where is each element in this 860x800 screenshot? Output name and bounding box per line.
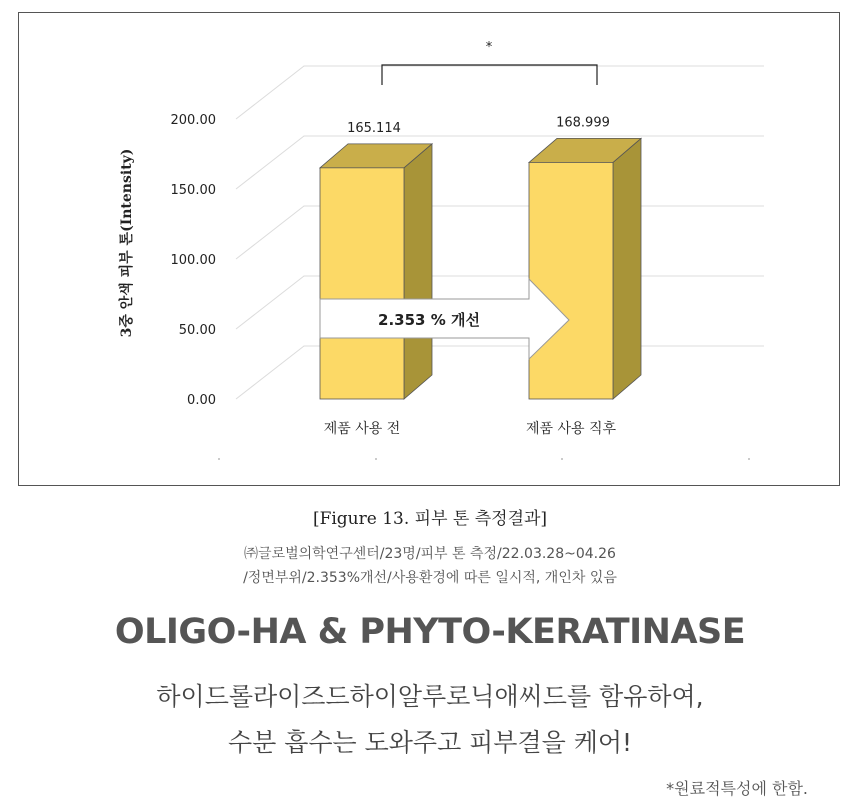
gridline [236,136,764,189]
significance-marker: * [485,40,493,55]
y-axis-label: 3중 안색 피부 톤(Intensity) [119,148,135,338]
bar-chart [19,13,841,487]
source-line-1: ㈜글로벌의학연구센터/23명/피부 톤 측정/22.03.28~04.26 [244,546,616,562]
decorative-dot [218,458,220,460]
y-tick-label: 100.00 [170,253,216,268]
footnote: *원료적특성에 한함. [666,779,808,798]
description-line-2: 수분 흡수는 도와주고 피부결을 케어! [227,728,633,757]
x-category-label: 제품 사용 전 [323,421,401,437]
decorative-dot [561,458,563,460]
figure-caption: [Figure 13. 피부 톤 측정결과] [312,509,548,529]
y-tick-label: 50.00 [178,323,216,338]
chart-frame [18,12,840,486]
value-label: 165.114 [347,120,401,136]
x-category-label: 제품 사용 직후 [525,421,617,437]
source-line-2: /정면부위/2.353%개선/사용환경에 따른 일시적, 개인차 있음 [243,570,617,586]
y-tick-label: 200.00 [170,113,216,128]
arrow-label: 2.353 % 개선 [378,311,480,329]
decorative-dot [375,458,377,460]
gridline [236,346,764,399]
y-tick-label: 0.00 [187,393,216,408]
gridline [236,66,764,119]
headline: OLIGO-HA & PHYTO-KERATINASE [114,612,746,652]
decorative-dot [748,458,750,460]
gridline [236,206,764,259]
bar [529,138,641,399]
description-line-1: 하이드롤라이즈드하이알루로닉애씨드를 함유하여, [156,682,704,711]
significance-bracket [382,65,597,85]
value-label: 168.999 [556,115,610,131]
bar [320,144,432,399]
y-tick-label: 150.00 [170,183,216,198]
